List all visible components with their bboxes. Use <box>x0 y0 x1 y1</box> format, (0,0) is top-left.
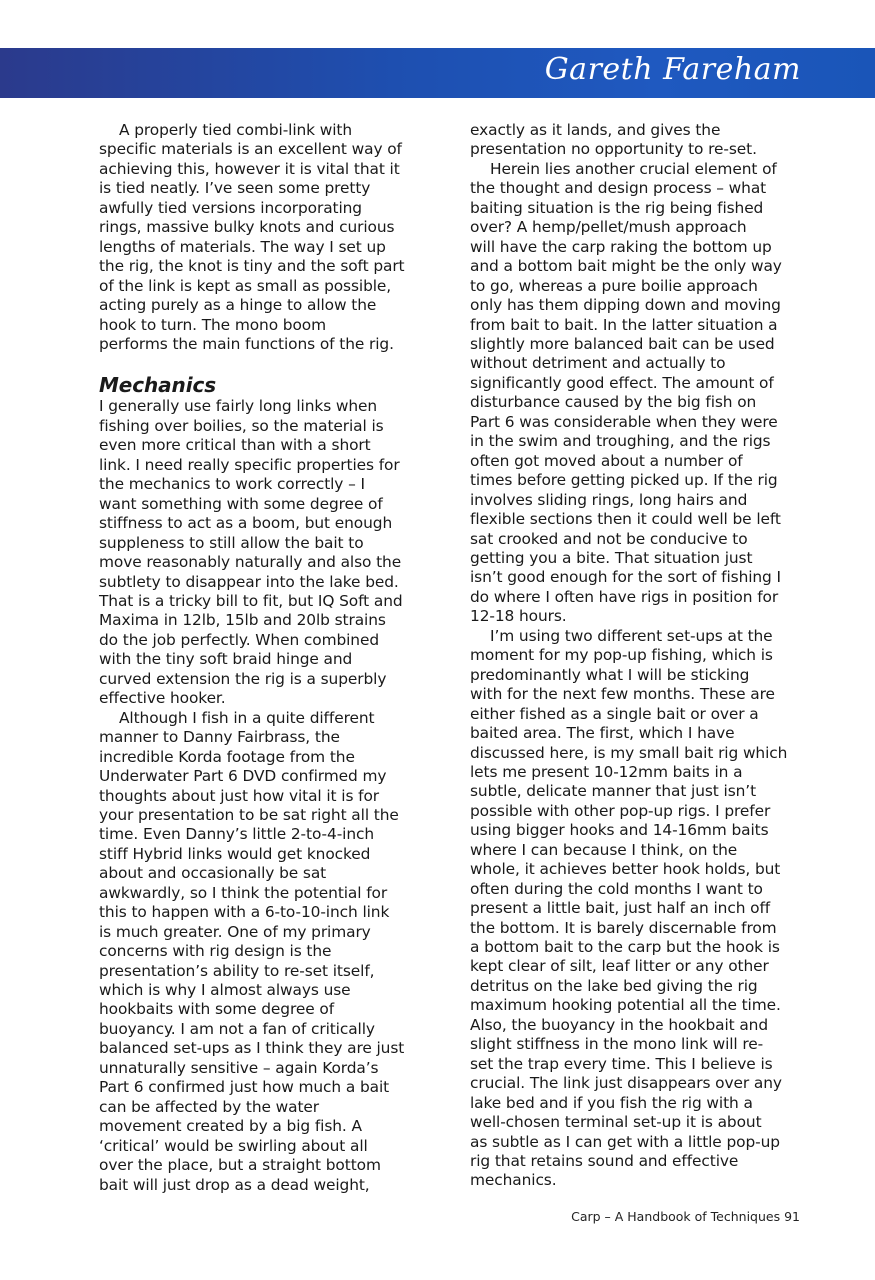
right-column <box>470 121 792 1191</box>
text-line: is tied neatly. I’ve seen some pretty <box>99 179 371 198</box>
text-line: disturbance caused by the big fish on <box>470 393 757 412</box>
text-line: lake bed and if you fish the rig with a <box>470 1093 753 1112</box>
text-line: involves sliding rings, long hairs and <box>470 490 748 509</box>
text-line: Although I fish in a quite different <box>119 708 375 727</box>
text-line: possible with other pop-up rigs. I prefer <box>470 801 771 820</box>
text-line: time. Even Danny’s little 2-to-4-inch <box>99 825 374 844</box>
text-line: want something with some degree of <box>99 494 383 513</box>
text-line: lengths of materials. The way I set up <box>99 237 386 256</box>
left-paragraph-2 <box>99 397 421 708</box>
text-line: awfully tied versions incorporating <box>99 198 362 217</box>
text-line: without detriment and actually to <box>470 354 726 373</box>
text-line: present a little bait, just half an inch off <box>470 899 771 918</box>
left-column <box>99 121 421 1195</box>
text-line: Part 6 was considerable when they were <box>470 412 778 431</box>
text-line: sat crooked and not be conducive to <box>470 529 748 548</box>
text-line: suppleness to still allow the bait to <box>99 533 364 552</box>
text-line: from bait to bait. In the latter situation a <box>470 315 778 334</box>
text-line: only has them dipping down and moving <box>470 296 781 315</box>
text-line: move reasonably naturally and also the <box>99 553 402 572</box>
text-line: getting you a bite. That situation just <box>470 548 753 567</box>
text-line: buoyancy. I am not a fan of critically <box>99 1019 375 1038</box>
right-paragraph-1 <box>470 121 792 160</box>
text-line: often during the cold months I want to <box>470 879 763 898</box>
text-line: the mechanics to work correctly – I <box>99 475 365 494</box>
text-line: bait will just drop as a dead weight, <box>99 1175 370 1194</box>
text-line: isn’t good enough for the sort of fishing I <box>470 568 781 587</box>
text-line: rings, massive bulky knots and curious <box>99 218 395 237</box>
text-line: this to happen with a 6-to-10-inch link <box>99 903 390 922</box>
text-line: often got moved about a number of <box>470 451 743 470</box>
text-line: mechanics. <box>470 1171 557 1190</box>
text-line: 12-18 hours. <box>470 607 567 626</box>
text-line: crucial. The link just disappears over any <box>470 1074 782 1093</box>
text-line: significantly good effect. The amount of <box>470 373 774 392</box>
text-line: lets me present 10-12mm baits in a <box>470 762 743 781</box>
text-line: will have the carp raking the bottom up <box>470 237 772 256</box>
text-line: is much greater. One of my primary <box>99 922 371 941</box>
text-line: balanced set-ups as I think they are just <box>99 1039 405 1058</box>
text-line: predominantly what I will be sticking <box>470 665 750 684</box>
text-line: stiff Hybrid links would get knocked <box>99 844 371 863</box>
text-line: even more critical than with a short <box>99 436 371 455</box>
text-line: about and occasionally be sat <box>99 864 327 883</box>
author-name: Gareth Fareham <box>544 52 801 87</box>
text-line: with the tiny soft braid hinge and <box>99 650 353 669</box>
text-line: of the link is kept as small as possible, <box>99 276 392 295</box>
text-line: Maxima in 12lb, 15lb and 20lb strains <box>99 611 386 630</box>
text-line: as subtle as I can get with a little pop-up <box>470 1132 780 1151</box>
text-line: which is why I almost always use <box>99 981 351 1000</box>
text-line: flexible sections then it could well be left <box>470 510 781 529</box>
text-line: Herein lies another crucial element of <box>490 159 777 178</box>
text-line: kept clear of silt, leaf litter or any other <box>470 957 769 976</box>
text-line: the thought and design process – what <box>470 179 767 198</box>
text-line: whole, it achieves better hook holds, but <box>470 860 781 879</box>
header-band <box>0 48 875 98</box>
text-line: manner to Danny Fairbrass, the <box>99 728 340 747</box>
text-line: That is a tricky bill to fit, but IQ Soft and <box>99 591 403 610</box>
text-line: can be affected by the water <box>99 1097 320 1116</box>
text-line: over? A hemp/pellet/mush approach <box>470 218 747 237</box>
right-paragraph-2 <box>470 160 792 627</box>
text-line: moment for my pop-up fishing, which is <box>470 646 773 665</box>
text-line: Underwater Part 6 DVD confirmed my <box>99 767 387 786</box>
text-line: using bigger hooks and 14-16mm baits <box>470 821 769 840</box>
text-line: baited area. The first, which I have <box>470 724 735 743</box>
text-line: Also, the buoyancy in the hookbait and <box>470 1015 769 1034</box>
text-line: exactly as it lands, and gives the <box>470 121 721 139</box>
text-line: I generally use fairly long links when <box>99 397 378 416</box>
section-heading: Mechanics <box>99 373 217 398</box>
text-line: slight stiffness in the mono link will re- <box>470 1035 764 1054</box>
text-line: to go, whereas a pure boilie approach <box>470 276 758 295</box>
text-line: set the trap every time. This I believe is <box>470 1054 773 1073</box>
text-line: awkwardly, so I think the potential for <box>99 883 388 902</box>
text-line: stiffness to act as a boom, but enough <box>99 514 393 533</box>
page-footer: Carp – A Handbook of Techniques 91 <box>571 1209 800 1224</box>
text-line: with for the next few months. These are <box>470 685 775 704</box>
text-line: in the swim and troughing, and the rigs <box>470 432 771 451</box>
text-line: fishing over boilies, so the material is <box>99 416 384 435</box>
text-line: thoughts about just how vital it is for <box>99 786 380 805</box>
text-line: concerns with rig design is the <box>99 942 332 961</box>
text-line: either fished as a single bait or over a <box>470 704 759 723</box>
text-line: do the job perfectly. When combined <box>99 630 380 649</box>
text-line: well-chosen terminal set-up it is about <box>470 1113 762 1132</box>
text-line: where I can because I think, on the <box>470 840 738 859</box>
text-line: effective hooker. <box>99 689 226 708</box>
text-line: performs the main functions of the rig. <box>99 334 394 353</box>
text-line: over the place, but a straight bottom <box>99 1156 381 1175</box>
text-line: the rig, the knot is tiny and the soft part <box>99 257 405 276</box>
text-line: rig that retains sound and effective <box>470 1152 739 1171</box>
text-line: the bottom. It is barely discernable from <box>470 918 777 937</box>
right-paragraph-3 <box>470 627 792 1191</box>
text-line: unnaturally sensitive – again Korda’s <box>99 1058 379 1077</box>
text-line: achieving this, however it is vital that it <box>99 159 400 178</box>
text-line: slightly more balanced bait can be used <box>470 334 775 353</box>
text-line: baiting situation is the rig being fished <box>470 198 764 217</box>
text-line: movement created by a big fish. A <box>99 1117 362 1136</box>
text-line: specific materials is an excellent way of <box>99 140 402 159</box>
text-line: subtlety to disappear into the lake bed. <box>99 572 399 591</box>
text-line: A properly tied combi-link with <box>119 121 353 139</box>
text-line: acting purely as a hinge to allow the <box>99 296 377 315</box>
text-line: Part 6 confirmed just how much a bait <box>99 1078 390 1097</box>
text-line: do where I often have rigs in position for <box>470 587 779 606</box>
text-line: a bottom bait to the carp but the hook is <box>470 938 780 957</box>
text-line: presentation’s ability to re-set itself, <box>99 961 375 980</box>
text-line: discussed here, is my small bait rig which <box>470 743 788 762</box>
text-line: and a bottom bait might be the only way <box>470 257 782 276</box>
text-line: ‘critical’ would be swirling about all <box>99 1136 368 1155</box>
text-line: detritus on the lake bed giving the rig <box>470 976 758 995</box>
text-line: subtle, delicate manner that just isn’t <box>470 782 757 801</box>
text-line: I’m using two different set-ups at the <box>490 626 773 645</box>
text-line: incredible Korda footage from the <box>99 747 355 766</box>
left-paragraph-1 <box>99 121 421 354</box>
text-line: hook to turn. The mono boom <box>99 315 327 334</box>
text-line: maximum hooking potential all the time. <box>470 996 781 1015</box>
text-line: presentation no opportunity to re-set. <box>470 140 757 159</box>
text-line: hookbaits with some degree of <box>99 1000 335 1019</box>
left-paragraph-3 <box>99 709 421 1195</box>
text-line: link. I need really specific properties for <box>99 455 400 474</box>
text-line: curved extension the rig is a superbly <box>99 669 387 688</box>
text-line: times before getting picked up. If the rig <box>470 471 778 490</box>
text-line: your presentation to be sat right all the <box>99 805 399 824</box>
